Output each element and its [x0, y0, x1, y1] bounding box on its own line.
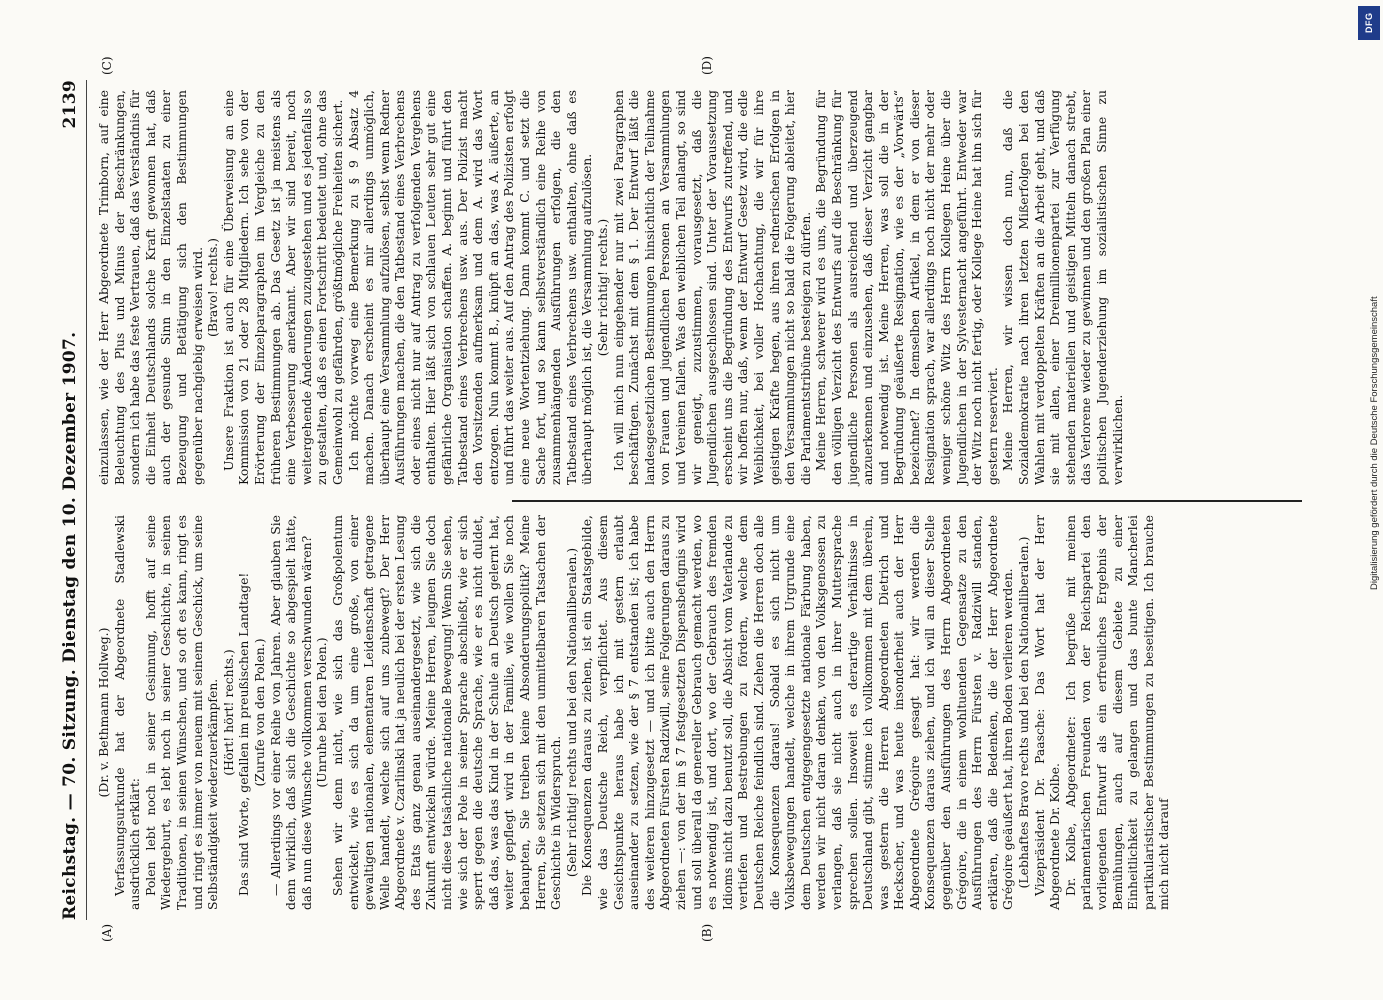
page-header	[55, 80, 85, 920]
paragraph: (Unruhe bei den Polen.)	[314, 637, 330, 788]
paragraph: (Bravo! rechts.)	[205, 238, 221, 337]
paragraph: Ich will mich nun eingehender nur mit zwei Paragraphen beschäftigen. Zunächst mit dem § 1. Der Entwurf läßt die landesgesetzlichen Bestimmungen hinsichtlich der Teilnahme von Frauen und jugendlichen Personen an Versammlungen und Vereinen fallen. Was den weiblichen Teil anlangt, so sind wir geneigt, zuzustimmen, vorausgesetzt, daß die Jugendlichen ausgeschlossen sind. Unter der Voraussetzung erscheint uns die Begründung des Entwurfs zutreffend, und wir hoffen nur, daß, wenn der Entwurf Gesetz wird, die edle Weiblichkeit, bei voller Hochachtung, die wir für ihre geistigen Kräfte hegen, aus ihren rednerischen Erfolgen in den Versammlungen nicht so bald die Folgerung ableitet, hier die Parlamentstribüne besteigen zu dürfen.	[610, 90, 813, 485]
margin-marker-d: (D)	[700, 56, 714, 75]
paragraph: Das sind Worte, gefallen im preußischen Landtage!	[236, 572, 252, 896]
running-title: Reichstag. — 70. Sitzung. Dienstag den 10. Dezember 1907.	[60, 331, 80, 920]
paragraph: einzulassen, wie der Herr Abgeordnete Trimborn, auf eine Beleuchtung des Plus und Minus der Beschränkungen, sondern ich habe das feste Vertrauen, daß das Verständnis für die Einheit Deutschlands solche Kraft gewonnen hat, daß auch der gesunde Sinn in den Einzelstaaten zu einer Bezeugung und Betätigung sich den Bestimmungen gegenüber nachgiebig erweisen wird.	[96, 90, 205, 485]
margin-marker-a: (A)	[100, 923, 114, 942]
page-number: 2139	[60, 80, 80, 129]
paragraph: (Hört! hört! rechts.)	[220, 649, 236, 776]
header-rule	[86, 80, 87, 920]
paragraph: (Sehr richtig! rechts.)	[595, 218, 610, 357]
column-divider	[512, 500, 1302, 502]
paragraph: (Lebhaftes Bravo rechts und bei den Nationalliberalen.)	[1016, 536, 1032, 889]
margin-marker-b: (B)	[700, 923, 714, 942]
paragraph: Meine Herren, schwerer wird es uns, die Begründung für den völligen Verzicht des Entwurfs auf die Beschränkung für jugendliche Personen als ausreichend und überzeugend anzuerkennen und einzusehen, daß dieser Verzicht gangbar und notwendig ist. Meine Herren, was soll die in der Begründung geäußerte Resignation, wie es der „Vorwärts“ bezeichnet? In demselben Artikel, in dem er von dieser Resignation sprach, war allerdings noch nicht der mehr oder weniger schöne Witz des Herrn Kollegen Heine über die Jugendlichen in der Sylvesternacht angeführt. Entweder war der Witz noch nicht fertig, oder Kollege Heine hat ihn sich für gestern reserviert.	[813, 90, 1000, 485]
paragraph: Verfassungsurkunde hat der Abgeordnete Stadlewski ausdrücklich erklärt:	[111, 515, 143, 910]
paragraph: (Zurufe von den Polen.)	[251, 638, 267, 787]
paragraph: Vizepräsident Dr. Paasche: Das Wort hat der Herr Abgeordnete Dr. Kolbe.	[1031, 515, 1063, 910]
paragraph: Dr. Kolbe, Abgeordneter: Ich begrüße mit meinen parlamentarischen Freunden von der Reichspartei den vorliegenden Entwurf als ein erfreuliches Ergebnis der Bemühungen, auch auf diesem Gebiete zu einer Einheitlichkeit zu gelangen und das bunte Mancherlei partikularistischer Bestimmungen zu beseitigen. Ich brauche mich nicht darauf	[1062, 515, 1172, 910]
right-text-column	[96, 90, 1125, 485]
margin-marker-c: (C)	[100, 56, 114, 75]
paragraph: Polen lebt noch in seiner Gesinnung, hofft auf seine Wiedergeburt, es lebt noch in seiner Geschichte, in seinen Traditionen, in seinen Wünschen, und so oft es kann, ringt es und ringt es immer von neuem mit seinem Geschick, um seine Selbständigkeit wiederzuerkämpfen.	[142, 515, 221, 910]
paragraph: Ich möchte vorweg eine Bemerkung zu § 9 Absatz 4 machen. Danach erscheint es mir allerdings unmöglich, überhaupt eine Versammlung aufzulösen, selbst wenn Redner Ausführungen machen, die den Tatbestand eines Verbrechens oder eines nicht nur auf Antrag zu verfolgenden Vergehens enthalten. Hier läßt sich von schlauen Leuten sehr gut eine gefährliche Organisation schaffen. A. beginnt und führt den Tatbestand eines Verbrechens usw. aus. Der Polizist macht den Vorsitzenden aufmerksam und dem A. wird das Wort entzogen. Nun kommt B., knüpft an das, was A. äußerte, an und führt das weiter aus. Auf den Antrag des Polizisten erfolgt eine neue Wortentziehung. Dann kommt C. und setzt die Sache fort, und so kann selbstverständlich eine Reihe von zusammenhängenden Ausführungen erfolgen, die den Tatbestand eines Verbrechens usw. enthalten, ohne daß es überhaupt möglich ist, die Versammlung aufzulösen.	[345, 90, 595, 485]
digitization-credit: Digitalisierung gefördert durch die Deutsche Forschungsgemeinschaft	[1369, 296, 1380, 590]
left-text-column	[96, 515, 1172, 910]
paragraph: (Dr. v. Bethmann Hollweg.)	[96, 627, 111, 798]
paragraph: Meine Herren, wir wissen doch nun, daß die Sozialdemokratie nach ihren letzten Mißerfolgen bei den Wahlen mit verdoppelten Kräften an die Arbeit geht, und daß sie mit allen, einer Dreimillionenpartei zur Verfügung stehenden materiellen und geistigen Mitteln danach strebt, das Verlorene wieder zu gewinnen und den großen Plan einer politischen Jugenderziehung im sozialistischen Sinne zu verwirklichen.	[1000, 90, 1125, 485]
paragraph: Sehen wir denn nicht, wie sich das Großpolentum entwickelt, wie es sich da um eine große, von einer gewaltigen nationalen, elementaren Leidenschaft getragene Welle handelt, welche sich auf uns zubewegt? Der Herr Abgeordnete v. Czarlinski hat ja neulich bei der ersten Lesung des Etats ganz genau auseinandergesetzt, wie sich die Zukunft entwickeln würde. Meine Herren, leugnen Sie doch nicht diese tatsächliche nationale Bewegung! Wenn Sie sehen, wie sich der Pole in seiner Sprache abschließt, wie er sich sperrt gegen die deutsche Sprache, wie er es nicht duldet, daß das, was das Kind in der Schule an Deutsch gelernt hat, weiter gepflegt wird in der Familie, wie wollen Sie noch behaupten, Sie treiben keine Absonderungspolitik? Meine Herren, Sie setzen sich mit den unmittelbaren Tatsachen der Geschichte in Widerspruch.	[329, 515, 564, 910]
paragraph: (Sehr richtig! rechts und bei den Nationalliberalen.)	[563, 547, 579, 878]
paragraph: Die Konsequenzen daraus zu ziehen, ist ein Staatsgebilde, wie das Deutsche Reich, verpflichtet. Aus diesem Gesichtspunkte heraus habe ich mit gestern erlaubt auseinander zu setzen, wie der § 7 entstanden ist; ich habe des weiteren hinzugesetzt — und ich bitte auch den Herrn Abgeordneten Fürsten Radziwill, seine Folgerungen daraus zu ziehen —: von der im § 7 festgesetzten Dispensbefugnis wird und soll überall da genereller Gebrauch gemacht werden, wo es notwendig ist, und dort, wo der Gebrauch des fremden Idioms nicht dazu benutzt soll, die Absicht vom Vaterlande zu vertiefen und Bestrebungen zu fördern, welche dem Deutschen Reiche feindlich sind. Ziehen die Herren doch alle die Konsequenzen daraus! Sobald es sich nicht um Volksbewegungen handelt, welche in ihrem Urgrunde eine dem Deutschen entgegengesetzte nationale Färbung haben, werden wir nicht daran denken, von den Volksgenossen zu verlangen, daß sie nicht auch in ihrer Muttersprache sprechen sollen. Insoweit es derartige Verhältnisse in Deutschland gibt, stimme ich vollkommen mit dem überein, was gestern die Herren Abgeordneten Dietrich und Heckscher, und was heute insonderheit auch der Herr Abgeordnete Grégoire gesagt hat: wir werden die Konsequenzen daraus ziehen, und ich will an dieser Stelle gegenüber den Ausführungen des Herrn Abgeordneten Grégoire, die in einem wohltuenden Gegensatze zu den Ausführungen des Herrn Fürsten v. Radziwill standen, erklären, daß die Bedenken, die der Herr Abgeordnete Grégoire geäußert hat, ihren Boden verlieren werden.	[579, 515, 1016, 910]
dfg-logo: DFG	[1358, 6, 1380, 40]
paragraph: — Allerdings vor einer Reihe von Jahren. Aber glauben Sie denn wirklich, daß sich die Geschichte so abgespielt hätte, daß nun diese Wünsche vollkommen verschwunden wären?	[267, 515, 314, 910]
paragraph: Unsere Fraktion ist auch für eine Überweisung an eine Kommission von 21 oder 28 Mitgliedern. Ich sehe von der Erörterung der Einzelparagraphen im Vergleiche zu den früheren Bestimmungen ab. Das Gesetz ist ja meistens als eine Verbesserung anerkannt. Aber wir sind bereit, noch weitergehende Änderungen zuzugestehen und es jedenfalls so zu gestalten, daß es einen Fortschritt bedeutet und, ohne das Gemeinwohl zu gefährden, größtmögliche Freiheiten sichert.	[220, 90, 345, 485]
